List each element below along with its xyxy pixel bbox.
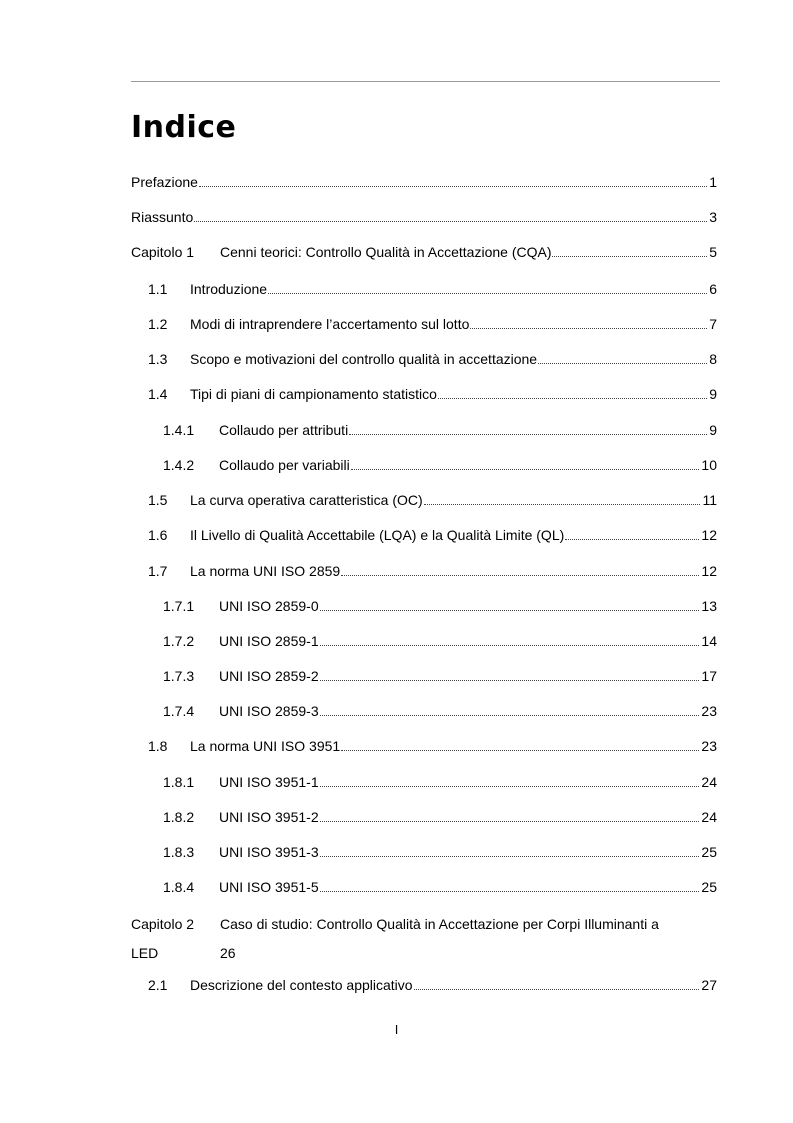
- toc-entry[interactable]: [163, 596, 717, 616]
- toc-entry-title: UNI ISO 2859-2: [219, 668, 319, 684]
- toc-entry-number: 1.6: [148, 527, 168, 543]
- toc-entry-number: Capitolo 1: [131, 244, 195, 260]
- toc-entry-number: 1.7.3: [163, 668, 195, 684]
- dot-leader: [320, 856, 700, 857]
- dot-leader: [320, 891, 700, 892]
- toc-entry-number: 1.7.4: [163, 703, 195, 719]
- toc-entry-page: 12: [701, 527, 717, 543]
- toc-entry[interactable]: [148, 736, 717, 756]
- toc-entry-number: 1.3: [148, 351, 168, 367]
- toc-entry-title: UNI ISO 2859-3: [219, 703, 319, 719]
- toc-entry-page: 9: [709, 386, 717, 402]
- dot-leader: [565, 539, 699, 540]
- toc-entry-title: UNI ISO 2859-0: [219, 598, 319, 614]
- toc-entry-page: 6: [709, 281, 717, 297]
- dot-leader: [552, 256, 707, 257]
- toc-entry-title: Riassunto: [131, 209, 194, 225]
- toc-entry[interactable]: [163, 842, 717, 862]
- toc-entry-title: UNI ISO 3951-1: [219, 774, 319, 790]
- toc-entry-page: 10: [701, 457, 717, 473]
- toc-entry-title: Modi di intraprendere l’accertamento sul lotto: [190, 316, 470, 332]
- toc-entry[interactable]: [131, 242, 717, 262]
- toc-entry-title: UNI ISO 2859-1: [219, 633, 319, 649]
- dot-leader: [414, 989, 700, 990]
- toc-entry[interactable]: [131, 207, 717, 227]
- toc-entry-title: Cenni teorici: Controllo Qualità in Accettazione (CQA): [220, 244, 552, 260]
- dot-leader: [351, 469, 700, 470]
- toc-entry-number: 1.8.4: [163, 879, 195, 895]
- toc-entry-page: 23: [701, 738, 717, 754]
- toc-entry-page: 25: [701, 844, 717, 860]
- dot-leader: [438, 398, 707, 399]
- toc-entry[interactable]: [163, 701, 717, 721]
- toc-entry-title: Introduzione: [190, 281, 268, 297]
- toc-entry[interactable]: [163, 420, 717, 440]
- toc-entry-number: 1.5: [148, 492, 168, 508]
- toc-entry-title: La curva operativa caratteristica (OC): [190, 492, 423, 508]
- toc-entry-number: 1.8: [148, 738, 168, 754]
- toc-entry[interactable]: [148, 525, 717, 545]
- toc-entry-page: 24: [701, 774, 717, 790]
- dot-leader: [341, 575, 699, 576]
- toc-entry[interactable]: [148, 349, 717, 369]
- toc-entry-number: 1.8.3: [163, 844, 195, 860]
- dot-leader: [349, 434, 707, 435]
- dot-leader: [320, 715, 700, 716]
- toc-entry-page: 25: [701, 879, 717, 895]
- toc-entry-page: 8: [709, 351, 717, 367]
- dot-leader: [320, 786, 700, 787]
- toc-entry-page: 14: [701, 633, 717, 649]
- toc-entry-page: 13: [701, 598, 717, 614]
- toc-entry-title: Caso di studio: Controllo Qualità in Accettazione per Corpi Illuminanti a: [220, 916, 659, 932]
- page-number: I: [394, 1022, 399, 1037]
- toc-entry-page: 12: [701, 563, 717, 579]
- toc-entry-title: UNI ISO 3951-3: [219, 844, 319, 860]
- toc-entry-number: 1.2: [148, 316, 168, 332]
- toc-entry-page: 1: [709, 174, 717, 190]
- toc-entry[interactable]: [163, 772, 717, 792]
- toc-entry-page: 3: [709, 209, 717, 225]
- toc-entry-page: 26: [220, 945, 236, 961]
- toc-entry[interactable]: [163, 666, 717, 686]
- toc-entry-page: 24: [701, 809, 717, 825]
- toc-entry[interactable]: [148, 561, 717, 581]
- toc-entry-title: Scopo e motivazioni del controllo qualità in accettazione: [190, 351, 538, 367]
- toc-entry-number: Capitolo 2: [131, 916, 195, 932]
- dot-leader: [424, 504, 701, 505]
- dot-leader: [194, 221, 707, 222]
- toc-entry-page: 5: [709, 244, 717, 260]
- toc-entry-title: Collaudo per attributi: [219, 422, 349, 438]
- toc-entry-title: Prefazione: [131, 174, 198, 190]
- toc-entry-number: 1.4.1: [163, 422, 195, 438]
- dot-leader: [470, 328, 707, 329]
- toc-entry-number: 1.8.1: [163, 774, 195, 790]
- toc-entry-number: 1.7: [148, 563, 168, 579]
- toc-entry[interactable]: [163, 631, 717, 651]
- dot-leader: [320, 610, 700, 611]
- toc-entry-number: 1.7.2: [163, 633, 195, 649]
- dot-leader: [538, 363, 707, 364]
- toc-entry-chapter-2[interactable]: [131, 910, 717, 968]
- toc-entry-title: UNI ISO 3951-2: [219, 809, 319, 825]
- toc-entry-number: 1.1: [148, 281, 168, 297]
- dot-leader: [320, 645, 700, 646]
- toc-entry[interactable]: [148, 314, 717, 334]
- toc-entry-title: Descrizione del contesto applicativo: [190, 977, 413, 993]
- toc-entry-page: 9: [709, 422, 717, 438]
- toc-entry-title-continuation: LED: [131, 945, 159, 961]
- toc-entry-title: Collaudo per variabili: [219, 457, 350, 473]
- dot-leader: [199, 186, 707, 187]
- toc-entry-number: 1.7.1: [163, 598, 195, 614]
- toc-entry[interactable]: [148, 490, 717, 510]
- toc-entry-title: La norma UNI ISO 2859: [190, 563, 341, 579]
- toc-entry-title: Il Livello di Qualità Accettabile (LQA) e la Qualità Limite (QL): [190, 527, 565, 543]
- toc-entry-page: 27: [701, 977, 717, 993]
- toc-entry-page: 17: [701, 668, 717, 684]
- toc-entry-title: La norma UNI ISO 3951: [190, 738, 341, 754]
- toc-entry-page: 7: [709, 316, 717, 332]
- toc-entry-title: Tipi di piani di campionamento statistico: [190, 386, 437, 402]
- toc-entry[interactable]: [148, 384, 717, 404]
- toc-entry[interactable]: [131, 172, 717, 192]
- toc-entry-page: 23: [701, 703, 717, 719]
- toc-entry[interactable]: [148, 975, 717, 995]
- dot-leader: [341, 750, 699, 751]
- toc-entry[interactable]: [163, 807, 717, 827]
- dot-leader: [268, 293, 707, 294]
- page-title: Indice: [131, 110, 237, 145]
- dot-leader: [320, 680, 700, 681]
- toc-entry-title: UNI ISO 3951-5: [219, 879, 319, 895]
- toc-entry[interactable]: [148, 279, 717, 299]
- toc-entry-number: 1.4.2: [163, 457, 195, 473]
- toc-entry[interactable]: [163, 877, 717, 897]
- dot-leader: [320, 821, 700, 822]
- toc-entry-number: 2.1: [148, 977, 168, 993]
- toc-entry[interactable]: [163, 455, 717, 475]
- toc-entry-number: 1.4: [148, 386, 168, 402]
- toc-entry-page: 11: [702, 492, 717, 508]
- toc-entry-number: 1.8.2: [163, 809, 195, 825]
